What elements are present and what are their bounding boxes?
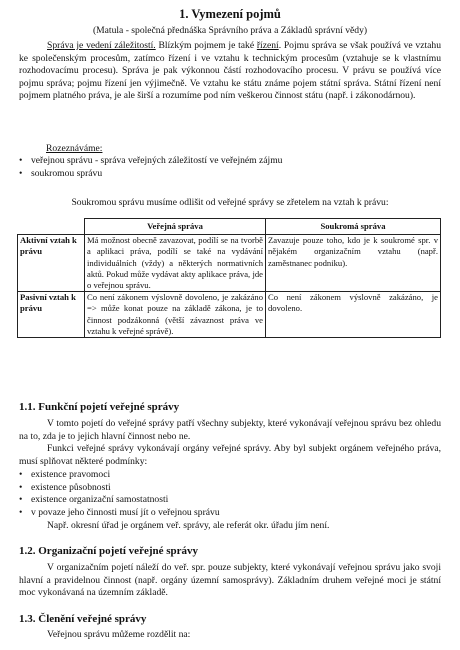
section-heading-1-1: 1.1. Funkční pojetí veřejné správy bbox=[19, 401, 180, 413]
s11-example: Např. okresní úřad je orgánem veř. správy, ale referát okr. úřadu jím není. bbox=[47, 520, 330, 531]
intro-text-a: Blízkým pojmem je také bbox=[155, 40, 257, 51]
list-item: • existence působnosti bbox=[19, 482, 220, 495]
table-header-public: Veřejná správa bbox=[85, 219, 266, 235]
table-row bbox=[18, 292, 441, 338]
list-item: • veřejnou správu - správa veřejných záležitostí ve veřejném zájmu bbox=[19, 155, 282, 168]
s13-paragraph-1: Veřejnou správu můžeme rozdělit na: bbox=[47, 629, 191, 640]
cell-private-passive: Co není zákonem výslovně zakázáno, je dovoleno. bbox=[266, 292, 441, 338]
intro-text-b: . Pojmu správa se však používá ve vztahu ke společenským procesům, zatímco řízení i ve vztahu k technickým procesům (vztahuje se k vlastnímu rozhodovacímu procesu). Správa je pak výkonnou částí rozhodovacího procesu. V právu se používá více pojmu správa; pojmu řízení jen výjimečně. Ve vztahu ke státu známe pojem státní správa. Státní řízení není pojmem platného práva, je ale širší a rozumíme pod ním veškerou činnost státu (např. i zákonodárnou). bbox=[19, 40, 442, 102]
conditions-list bbox=[19, 469, 220, 519]
cell-private-active: Zavazuje pouze toho, kdo je k soukromé spr. v nějakém organizačním vztahu (např. zaměstnanec podniku). bbox=[266, 235, 441, 292]
table-header-corner bbox=[18, 219, 85, 235]
list-item: • existence pravomoci bbox=[19, 469, 220, 482]
list-item: • existence organizační samostatnosti bbox=[19, 494, 220, 507]
section-heading-1-3: 1.3. Členění veřejné správy bbox=[19, 613, 147, 625]
comparison-table bbox=[17, 218, 441, 338]
s11-paragraph-1: V tomto pojetí do veřejné správy patří všechny subjekty, které vykonávají veřejnou správu bez ohledu na to, zda je to jejich hlavní činnost nebo ne. bbox=[19, 418, 441, 442]
kinds-list bbox=[19, 155, 282, 180]
table-intro: Soukromou správu musíme odlišit od veřejné správy se zřetelem na vztah k právu: bbox=[71, 197, 389, 208]
intro-paragraph bbox=[19, 40, 441, 103]
s12-paragraph-1: V organizačním pojetí náleží do veř. spr. pouze subjekty, které vykonávají veřejnou správu jako svoji hlavní a pravidelnou činnost (např. orgány územní samosprávy). Základním druhem veřejné moci je státní moc vykonávaná na územním základě. bbox=[19, 562, 441, 599]
intro-definition: Správa je vedení záležitostí. bbox=[47, 40, 156, 51]
section-heading-1-2: 1.2. Organizační pojetí veřejné správy bbox=[19, 545, 199, 557]
list-item: • soukromou správu bbox=[19, 168, 282, 181]
page-subtitle: (Matula - společná přednáška Správního práva a Základů správní vědy) bbox=[92, 25, 368, 36]
row-head-active: Aktivní vztah k právu bbox=[18, 235, 85, 292]
list-item: • v povaze jeho činnosti musí jít o veřejnou správu bbox=[19, 507, 220, 520]
table-row bbox=[18, 235, 441, 292]
table-header-private: Soukromá správa bbox=[266, 219, 441, 235]
page-title: 1. Vymezení pojmů bbox=[179, 7, 281, 21]
s11-paragraph-2: Funkci veřejné správy vykonávají orgány veřejné správy. Aby byl subjekt orgánem veřejného práva, musí splňovat některé podmínky: bbox=[19, 443, 441, 467]
table-header-row bbox=[18, 219, 441, 235]
row-head-passive: Pasivní vztah k právu bbox=[18, 292, 85, 338]
intro-term-rizeni: řízení bbox=[256, 40, 279, 51]
rozeznavame-label: Rozeznáváme: bbox=[46, 143, 103, 154]
cell-public-passive: Co není zákonem výslovně dovoleno, je zakázáno => může konat pouze na základě zákona, je to činnost podzákonná (větší závaznost práva ve vztahu k veřejné správě). bbox=[85, 292, 266, 338]
cell-public-active: Má možnost obecně zavazovat, podílí se na tvorbě a aplikaci práva, podílí se také na vydávání individuálních (vždy) a některých normativních aktů. Pokud může vydávat akty aplikace práva, jde o veřejnou správu. bbox=[85, 235, 266, 292]
